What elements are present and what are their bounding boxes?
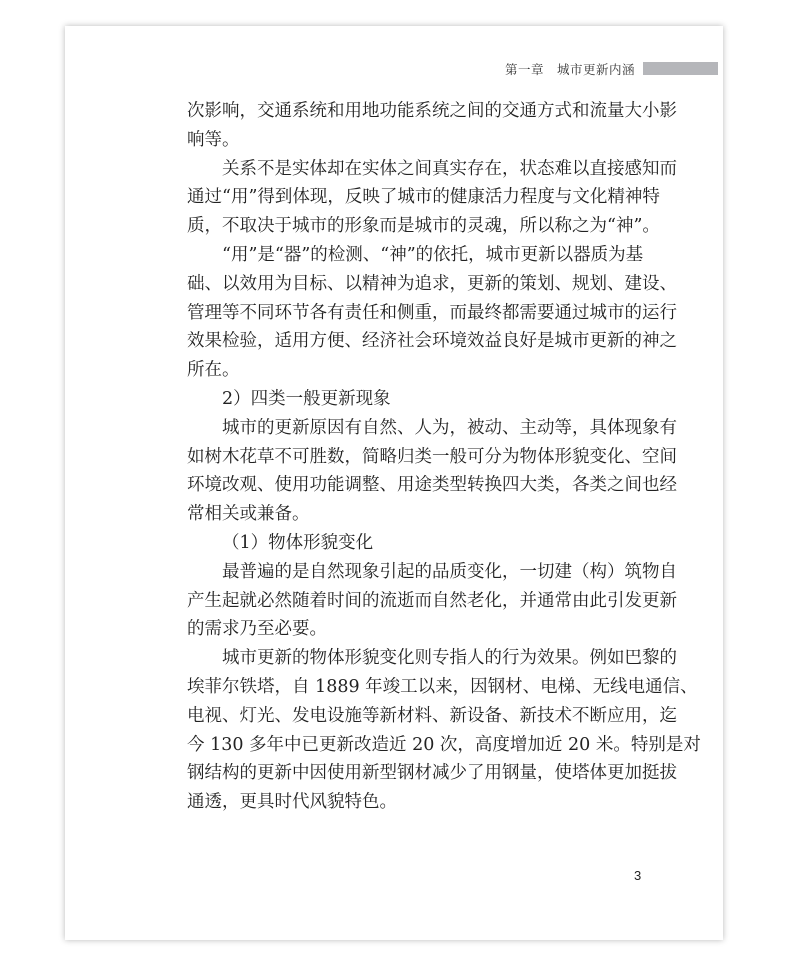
text-line: 城市更新的物体形貌变化则专指人的行为效果。例如巴黎的 [222,648,677,669]
paragraph [187,385,641,414]
text-line: 关系不是实体却在实体之间真实存在，状态难以直接感知而 [222,158,677,179]
paragraph [187,644,701,817]
page-number: 3 [634,868,642,883]
header-decoration-bar [643,62,718,75]
paragraph [187,97,677,155]
text-line: 响等。 [187,129,240,150]
paragraph [187,241,677,385]
text-line: 础、以效用为目标、以精神为追求，更新的策划、规划、建设、 [187,273,677,294]
text-line: 通过“用”得到体现，反映了城市的健康活力程度与文化精神特 [187,187,660,208]
paragraph [187,529,641,558]
text-line: 2）四类一般更新现象 [222,388,391,409]
running-header [505,60,635,78]
text-line: 质，不取决于城市的形象而是城市的灵魂，所以称之为“神”。 [187,216,660,237]
text-line: 环境改观、使用功能调整、用途类型转换四大类，各类之间也经 [187,475,677,496]
text-line: （1）物体形貌变化 [222,532,374,553]
text-line: 如树木花草不可胜数，简略归类一般可分为物体形貌变化、空间 [187,446,677,467]
text-line: 的需求乃至必要。 [187,619,327,640]
chapter-title: 城市更新内涵 [556,62,635,77]
text-line: 产生起就必然随着时间的流逝而自然老化，并通常由此引发更新 [187,590,677,611]
text-line: 通透，更具时代风貌特色。 [187,792,397,813]
text-line: 所在。 [187,360,240,381]
paragraph [187,558,677,644]
text-line: 管理等不同环节各有责任和侧重，而最终都需要通过城市的运行 [187,302,677,323]
text-line: 最普遍的是自然现象引起的品质变化，一切建（构）筑物自 [222,561,677,582]
text-line: 电视、灯光、发电设施等新材料、新设备、新技术不断应用，迄 [187,705,677,726]
text-line: “用”是“器”的检测、“神”的依托，城市更新以器质为基 [222,244,644,265]
paragraph [187,414,677,529]
text-line: 钢结构的更新中因使用新型钢材减少了用钢量，使塔体更加挺拔 [187,763,677,784]
page-body [187,97,701,817]
paragraph [187,155,677,241]
text-line: 常相关或兼备。 [187,504,310,525]
text-line: 城市的更新原因有自然、人为，被动、主动等，具体现象有 [222,417,677,438]
text-line: 埃菲尔铁塔，自 1889 年竣工以来，因钢材、电梯、无线电通信、 [187,676,698,697]
chapter-label: 第一章 [504,62,544,77]
text-line: 次影响，交通系统和用地功能系统之间的交通方式和流量大小影 [187,101,677,121]
text-line: 效果检验，适用方便、经济社会环境效益良好是城市更新的神之 [187,331,677,352]
text-line: 今 130 多年中已更新改造近 20 次，高度增加近 20 米。特别是对 [187,734,701,755]
